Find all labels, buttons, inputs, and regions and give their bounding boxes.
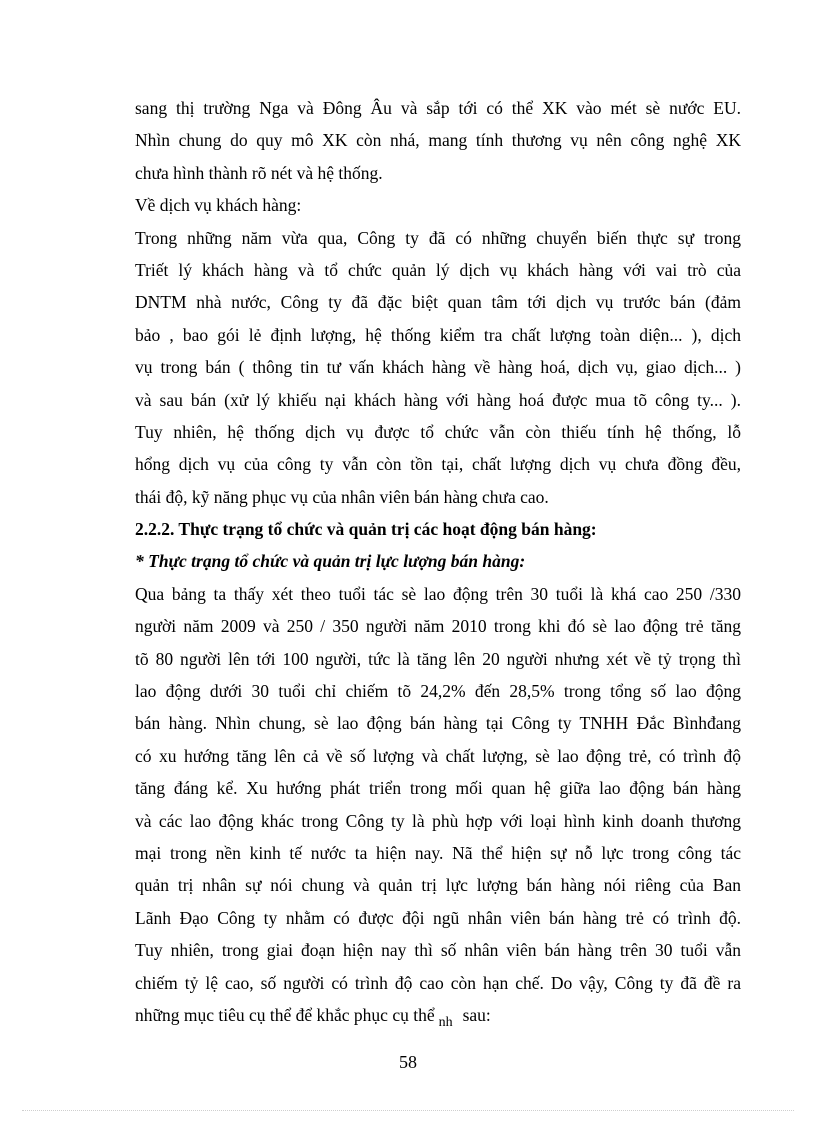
- page-bottom-divider: [22, 1110, 794, 1111]
- text-line: bảo , bao gói lẻ định lượng, hệ thống kiểm tra chất lượng toàn diện... ), dịch: [135, 324, 741, 345]
- last-line-prefix: những mục tiêu cụ thể để khắc phục cụ thể: [135, 1004, 435, 1025]
- text-line: bán hàng. Nhìn chung, sè lao động bán hàng tại Công ty TNHH Đắc Bìnhđang: [135, 713, 741, 734]
- text-line: Lãnh Đạo Công ty nhằm có được đội ngũ nhân viên bán hàng trẻ có trình độ.: [135, 907, 741, 928]
- text-line: chưa hình thành rõ nét và hệ thống.: [135, 162, 383, 183]
- text-line: Về dịch vụ khách hàng:: [135, 195, 302, 216]
- text-line: chiếm tỷ lệ cao, số người có trình độ cao còn hạn chế. Do vậy, Công ty đã đề ra: [135, 972, 741, 993]
- text-line: có xu hướng tăng lên cả về số lượng và chất lượng, sè lao động trẻ, có trình độ: [135, 745, 741, 766]
- text-line: thái độ, kỹ năng phục vụ của nhân viên bán hàng chưa cao.: [135, 486, 549, 507]
- text-line: [135, 999, 741, 1031]
- text-line: và sau bán (xử lý khiếu nại khách hàng với hàng hoá được mua tõ công ty... ).: [135, 389, 741, 410]
- subsection-heading: * Thực trạng tổ chức và quản trị lực lượng bán hàng:: [135, 551, 526, 572]
- body-text: [135, 92, 741, 1031]
- text-line: Qua bảng ta thấy xét theo tuổi tác sè lao động trên 30 tuổi là khá cao 250 /330: [135, 583, 741, 604]
- last-line-subscript: nh: [438, 1014, 453, 1030]
- text-line: DNTM nhà nước, Công ty đã đặc biệt quan tâm tới dịch vụ trước bán (đảm: [135, 292, 741, 313]
- text-line: lao động dưới 30 tuổi chỉ chiếm tõ 24,2% đến 28,5% trong tổng số lao động: [135, 681, 741, 702]
- text-line: tăng đáng kể. Xu hướng phát triển trong mối quan hệ giữa lao động bán hàng: [135, 778, 741, 799]
- text-line: vụ trong bán ( thông tin tư vấn khách hàng về hàng hoá, dịch vụ, giao dịch... ): [135, 357, 741, 378]
- text-line: hổng dịch vụ của công ty vẫn còn tồn tại, chất lượng dịch vụ chưa đồng đều,: [135, 454, 741, 475]
- text-line: Trong những năm vừa qua, Công ty đã có những chuyển biến thực sự trong: [135, 227, 741, 248]
- text-line: Nhìn chung do quy mô XK còn nhá, mang tính thương vụ nên công nghệ XK: [135, 130, 741, 151]
- section-heading: 2.2.2. Thực trạng tổ chức và quản trị các hoạt động bán hàng:: [135, 519, 597, 540]
- last-line-suffix: sau:: [462, 1004, 491, 1025]
- text-line: tõ 80 người lên tới 100 người, tức là tăng lên 20 người nhưng xét về tỷ trọng thì: [135, 648, 741, 669]
- text-line: Triết lý khách hàng và tổ chức quản lý dịch vụ khách hàng với vai trò của: [135, 259, 741, 280]
- text-line: Tuy nhiên, trong giai đoạn hiện nay thì số nhân viên bán hàng trên 30 tuổi vẫn: [135, 940, 741, 961]
- text-line: mại trong nền kinh tế nước ta hiện nay. Nã thể hiện sự nỗ lực trong công tác: [135, 842, 741, 863]
- text-line: người năm 2009 và 250 / 350 người năm 2010 trong khi đó sè lao động trẻ tăng: [135, 616, 741, 637]
- page-number: 58: [399, 1052, 417, 1072]
- text-line: Tuy nhiên, hệ thống dịch vụ được tổ chức vẫn còn thiếu tính hệ thống, lỗ: [135, 421, 741, 442]
- text-line: quản trị nhân sự nói chung và quản trị lực lượng bán hàng nói riêng của Ban: [135, 875, 741, 896]
- text-line: và các lao động khác trong Công ty là phù hợp với loại hình kinh doanh thương: [135, 810, 741, 831]
- text-line: sang thị trường Nga và Đông Âu và sắp tới có thể XK vào mét sè nước EU.: [135, 98, 741, 118]
